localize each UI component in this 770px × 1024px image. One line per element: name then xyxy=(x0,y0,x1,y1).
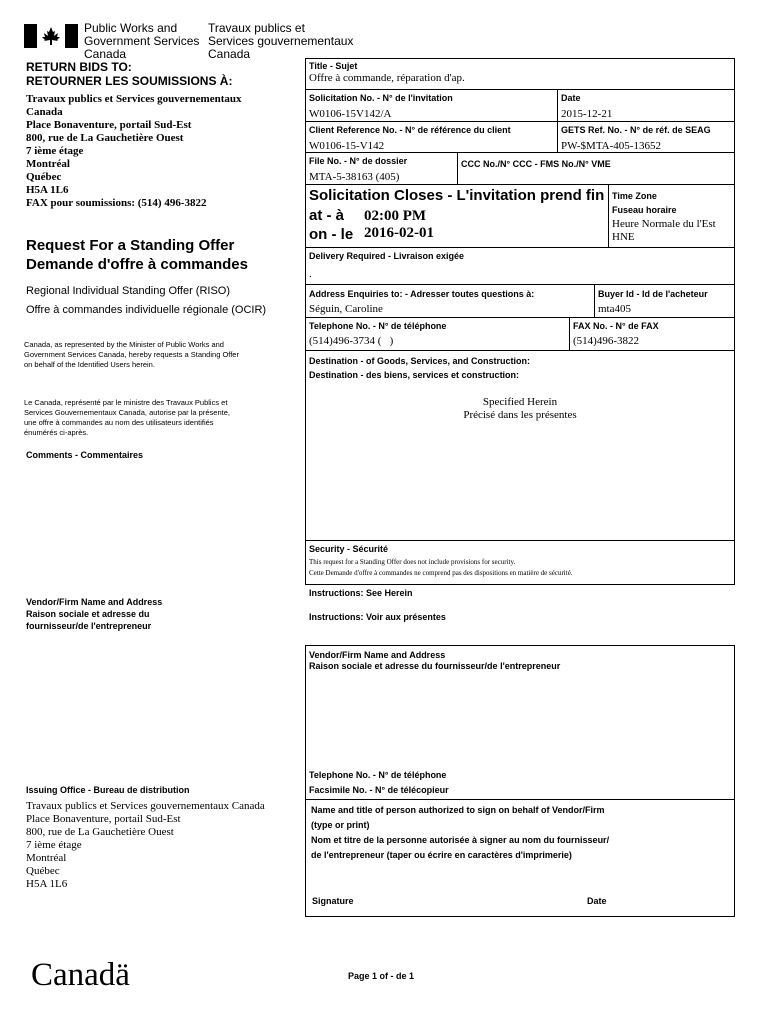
closing-date-value: 2016-02-01 xyxy=(364,225,434,241)
page-title: Request For a Standing Offer Demande d'offre à commandes xyxy=(26,237,248,273)
security-value: This request for a Standing Offer does not include provisions for security. Cette Demande d'offre à commandes ne comprend pas des dispositions en matière de sécurité. xyxy=(309,558,573,577)
solicitation-closes-title: Solicitation Closes - L'invitation prend fin xyxy=(309,187,605,204)
fax-label: FAX No. - N° de FAX xyxy=(573,321,659,331)
title-value: Offre à commande, réparation d'ap. xyxy=(309,72,465,84)
time-zone-value: Heure Normale du l'Est HNE xyxy=(612,218,716,243)
client-reference-value: W0106-15-V142 xyxy=(309,140,385,152)
vendor-entry-area[interactable] xyxy=(307,676,733,766)
address-enquiries-value: Séguin, Caroline xyxy=(309,303,383,315)
offer-type: Regional Individual Standing Offer (RISO) Offre à commandes individuelle régionale (OCIR) xyxy=(26,285,267,316)
file-number-value: MTA-5-38163 (405) xyxy=(309,171,400,183)
department-name-en: Public Works and Government Services Canada xyxy=(84,21,200,61)
fax-field xyxy=(573,321,659,348)
page-number: Page 1 of - de 1 xyxy=(348,971,415,981)
canada-wordmark: Canadä xyxy=(31,957,130,993)
vendor-telephone-label: Telephone No. - N° de téléphone xyxy=(309,770,447,780)
department-name-fr: Travaux publics et Services gouvernementaux Canada xyxy=(208,21,354,61)
date-value: 2015-12-21 xyxy=(561,108,613,120)
gets-reference-value: PW-$MTA-405-13652 xyxy=(561,140,661,152)
solicitation-number-field xyxy=(309,93,453,121)
authorized-person-entry[interactable] xyxy=(307,866,733,892)
client-reference-label: Client Reference No. - N° de référence du client xyxy=(309,125,511,135)
instructions-fr: Instructions: Voir aux présentes xyxy=(309,612,446,622)
issuing-office-label: Issuing Office - Bureau de distribution xyxy=(26,785,190,795)
title-label: Title - Sujet xyxy=(309,61,358,71)
ccc-number-label: CCC No./N° CCC - FMS No./N° VME xyxy=(461,159,611,169)
buyer-id-field xyxy=(598,289,708,316)
solicitation-number-label: Solicitation No. - N° de l'invitation xyxy=(309,93,453,103)
return-bids-heading: RETURN BIDS TO: RETOURNER LES SOUMISSIONS À: xyxy=(26,60,233,88)
date-label: Date xyxy=(561,93,581,103)
telephone-value: (514)496-3734 ( ) xyxy=(309,335,394,347)
telephone-label: Telephone No. - N° de téléphone xyxy=(309,321,447,331)
gets-reference-label: GETS Ref. No. - N° de réf. de SEAG xyxy=(561,125,711,135)
date-signed-label: Date xyxy=(587,896,607,906)
file-number-label: File No. - N° de dossier xyxy=(309,156,408,166)
return-address: Travaux publics et Services gouvernementaux Canada Place Bonaventure, portail Sud-Est 800, rue de La Gauchetière Ouest 7 ième étage Montréal Québec H5A 1L6 FAX pour soumissions: (514) 496-3822 xyxy=(26,93,242,209)
fax-value: (514)496-3822 xyxy=(573,335,639,347)
time-zone-label: Time Zone Fuseau horaire xyxy=(612,191,677,215)
vendor-facsimile-label: Facsimile No. - N° de télécopieur xyxy=(309,785,449,795)
comments-label: Comments - Commentaires xyxy=(26,450,144,460)
delivery-field xyxy=(309,251,464,281)
authorized-person-label: Name and title of person authorized to sign on behalf of Vendor/Firm (type or print) Nom et titre de la personne autorisée à signer au nom du fournisseur/ de l'entrepreneur (taper ou écrire en caractères d'imprimerie) xyxy=(311,805,610,860)
address-enquiries-field xyxy=(309,289,534,316)
closing-time-label: at - à xyxy=(309,207,345,224)
issuing-office-address: Travaux publics et Services gouvernementaux Canada Place Bonaventure, portail Sud-Est 800, rue de La Gauchetière Ouest 7 ième étage Montréal Québec H5A 1L6 xyxy=(26,800,265,890)
delivery-label: Delivery Required - Livraison exigée xyxy=(309,251,465,261)
vendor-address-label: Vendor/Firm Name and Address Raison sociale et adresse du fournisseur/de l'entrepreneur xyxy=(26,597,163,631)
signature-label: Signature xyxy=(312,896,354,906)
buyer-id-label: Buyer Id - Id de l'acheteur xyxy=(598,289,708,299)
file-number-field xyxy=(309,156,407,184)
destination-value: Specified Herein Précisé dans les présentes xyxy=(463,396,577,421)
canada-request-fr: Le Canada, représenté par le ministre des Travaux Publics et Services Gouvernementaux Canada, autorise par la présente, une offre à commandes au nom des utilisateurs identifiés énumérés ci-après. xyxy=(24,398,230,437)
address-enquiries-label: Address Enquiries to: - Adresser toutes questions à: xyxy=(309,289,535,299)
closing-date-label: on - le xyxy=(309,226,354,243)
destination-label: Destination - of Goods, Services, and Construction: Destination - des biens, services et construction: xyxy=(309,356,531,380)
canada-flag-icon xyxy=(24,24,78,48)
delivery-value: . xyxy=(309,268,312,280)
vendor-box-label: Vendor/Firm Name and Address Raison sociale et adresse du fournisseur/de l'entrepreneur xyxy=(309,650,561,671)
date-field xyxy=(561,93,612,121)
solicitation-number-value: W0106-15V142/A xyxy=(309,108,392,120)
security-label: Security - Sécurité xyxy=(309,544,389,554)
closing-time-value: 02:00 PM xyxy=(364,208,427,224)
gets-reference-field xyxy=(561,125,711,153)
telephone-field xyxy=(309,321,446,348)
title-field xyxy=(309,61,465,85)
time-zone-field xyxy=(612,189,716,244)
client-reference-field xyxy=(309,125,511,153)
canada-request-en: Canada, as represented by the Minister of Public Works and Government Services Canada, hereby requests a Standing Offer on behalf of the Identified Users herein. xyxy=(24,340,239,369)
buyer-id-value: mta405 xyxy=(598,303,631,315)
instructions-en: Instructions: See Herein xyxy=(309,588,413,598)
